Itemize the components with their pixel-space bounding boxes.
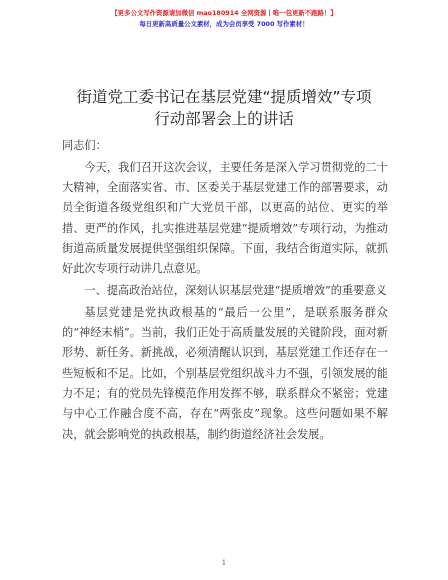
document-body <box>62 136 388 446</box>
document-title-line-2: 行动部署会上的讲话 <box>154 110 294 128</box>
promo-banner-line-2: 每日更新高质量公文素材，成为会员享受 7000 写作素材！ <box>139 20 309 28</box>
page-number: 1 <box>221 559 227 567</box>
paragraph-section-1: 基层党建是党执政根基的“最后一公里”，是联系服务群众的“神经末梢”。当前，我们正处于高质量发展的关键阶段，面对新形势、新任务、新挑战，必须清醒认识到，基层党建工作还存在一些短板和不足。比如，个别基层党组织战斗力不强，引领发展的能力不足；有的党员先锋模范作用发挥不够，联系群众不紧密；党建与中心工作融合度不高，存在“两张皮”现象。这些问题如果不解决，就会影响党的执政根基，制约街道经济社会发展。 <box>62 305 388 441</box>
section-heading-1: 一、提高政治站位，深刻认识基层党建“提质增效”的重要意义 <box>84 284 387 298</box>
salutation: 同志们： <box>62 139 107 152</box>
document-title <box>40 86 408 130</box>
promo-banner-line-1: 【更多公文写作资源请加微信 mao180914 全网资源丨唯一包更新不跑路！】 <box>111 9 337 17</box>
document-title-line-1: 街道党工委书记在基层党建“提质增效”专项 <box>76 88 372 106</box>
paragraph-intro: 今天，我们召开这次会议，主要任务是深入学习贯彻党的二十大精神，全面落实省、市、区委关于基层党建工作的部署要求，动员全街道各级党组织和广大党员干部，以更高的站位、更实的举措、更严的作风，扎实推进基层党建“提质增效”专项行动，为推动街道高质量发展提供坚强组织保障。下面，我结合街道实际，就抓好此次专项行动讲几点意见。 <box>62 160 388 276</box>
promo-banner <box>0 8 448 30</box>
